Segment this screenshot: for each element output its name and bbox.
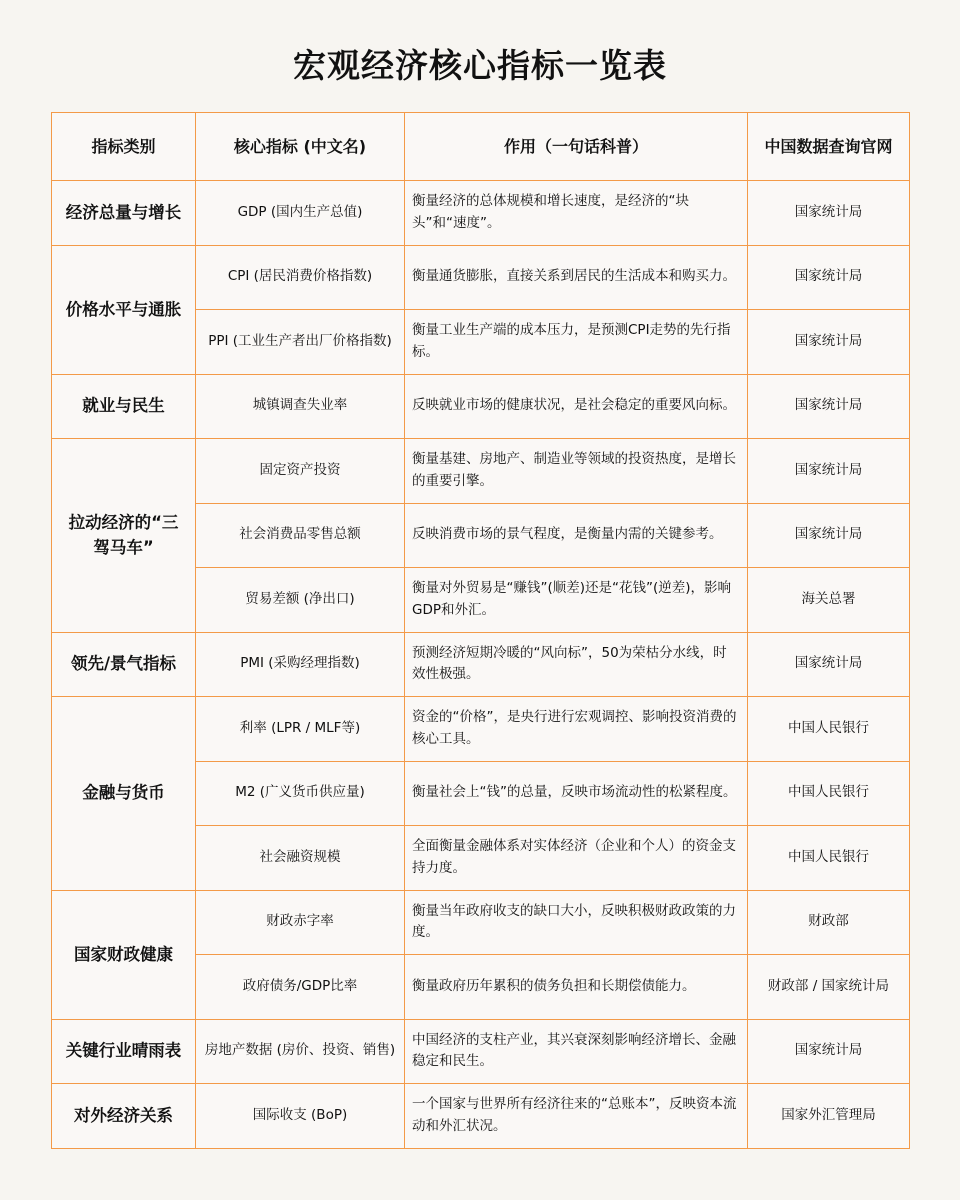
header-row xyxy=(52,113,910,181)
header-category: 指标类别 xyxy=(52,113,196,181)
role-cell: 反映消费市场的景气程度，是衡量内需的关键参考。 xyxy=(405,503,748,568)
source-cell: 国家统计局 xyxy=(748,1019,910,1084)
source-cell: 中国人民银行 xyxy=(748,761,910,826)
source-cell: 海关总署 xyxy=(748,568,910,633)
category-cell: 经济总量与增长 xyxy=(52,181,196,246)
indicator-cell: 贸易差额 (净出口) xyxy=(196,568,405,633)
category-cell: 就业与民生 xyxy=(52,374,196,439)
category-cell: 领先/景气指标 xyxy=(52,632,196,697)
indicator-cell: 城镇调查失业率 xyxy=(196,374,405,439)
role-cell: 衡量工业生产端的成本压力，是预测CPI走势的先行指标。 xyxy=(405,310,748,375)
category-cell: 关键行业晴雨表 xyxy=(52,1019,196,1084)
source-cell: 国家统计局 xyxy=(748,632,910,697)
source-cell: 中国人民银行 xyxy=(748,697,910,762)
indicator-cell: 社会消费品零售总额 xyxy=(196,503,405,568)
indicator-cell: M2 (广义货币供应量) xyxy=(196,761,405,826)
source-cell: 国家外汇管理局 xyxy=(748,1084,910,1149)
role-cell: 衡量对外贸易是“赚钱”(顺差)还是“花钱”(逆差)，影响GDP和外汇。 xyxy=(405,568,748,633)
role-cell: 衡量经济的总体规模和增长速度，是经济的“块头”和“速度”。 xyxy=(405,181,748,246)
category-cell: 对外经济关系 xyxy=(52,1084,196,1149)
table-row xyxy=(52,439,910,504)
source-cell: 国家统计局 xyxy=(748,374,910,439)
role-cell: 中国经济的支柱产业，其兴衰深刻影响经济增长、金融稳定和民生。 xyxy=(405,1019,748,1084)
source-cell: 财政部 xyxy=(748,890,910,955)
indicator-cell: GDP (国内生产总值) xyxy=(196,181,405,246)
header-source: 中国数据查询官网 xyxy=(748,113,910,181)
role-cell: 全面衡量金融体系对实体经济（企业和个人）的资金支持力度。 xyxy=(405,826,748,891)
header-indicator: 核心指标 (中文名) xyxy=(196,113,405,181)
page-title: 宏观经济核心指标一览表 xyxy=(293,46,667,85)
indicator-cell: 财政赤字率 xyxy=(196,890,405,955)
category-cell: 价格水平与通胀 xyxy=(52,245,196,374)
source-cell: 财政部 / 国家统计局 xyxy=(748,955,910,1020)
role-cell: 衡量基建、房地产、制造业等领域的投资热度，是增长的重要引擎。 xyxy=(405,439,748,504)
table-header xyxy=(52,113,910,181)
indicator-table xyxy=(51,112,910,1149)
source-cell: 国家统计局 xyxy=(748,503,910,568)
role-cell: 衡量社会上“钱”的总量，反映市场流动性的松紧程度。 xyxy=(405,761,748,826)
source-cell: 国家统计局 xyxy=(748,310,910,375)
indicator-cell: 房地产数据 (房价、投资、销售) xyxy=(196,1019,405,1084)
indicator-cell: CPI (居民消费价格指数) xyxy=(196,245,405,310)
table-row xyxy=(52,890,910,955)
source-cell: 中国人民银行 xyxy=(748,826,910,891)
indicator-cell: 利率 (LPR / MLF等) xyxy=(196,697,405,762)
table-body xyxy=(52,181,910,1149)
header-role: 作用（一句话科普） xyxy=(405,113,748,181)
source-cell: 国家统计局 xyxy=(748,439,910,504)
role-cell: 反映就业市场的健康状况，是社会稳定的重要风向标。 xyxy=(405,374,748,439)
table-row xyxy=(52,181,910,246)
role-cell: 衡量政府历年累积的债务负担和长期偿债能力。 xyxy=(405,955,748,1020)
role-cell: 资金的“价格”，是央行进行宏观调控、影响投资消费的核心工具。 xyxy=(405,697,748,762)
indicator-cell: 国际收支 (BoP) xyxy=(196,1084,405,1149)
table-row xyxy=(52,245,910,310)
table-row xyxy=(52,374,910,439)
indicator-cell: PMI (采购经理指数) xyxy=(196,632,405,697)
table-row xyxy=(52,632,910,697)
role-cell: 一个国家与世界所有经济往来的“总账本”，反映资本流动和外汇状况。 xyxy=(405,1084,748,1149)
indicator-cell: PPI (工业生产者出厂价格指数) xyxy=(196,310,405,375)
role-cell: 衡量当年政府收支的缺口大小，反映积极财政政策的力度。 xyxy=(405,890,748,955)
indicator-cell: 政府债务/GDP比率 xyxy=(196,955,405,1020)
category-cell: 国家财政健康 xyxy=(52,890,196,1019)
source-cell: 国家统计局 xyxy=(748,245,910,310)
category-cell: 金融与货币 xyxy=(52,697,196,891)
role-cell: 衡量通货膨胀，直接关系到居民的生活成本和购买力。 xyxy=(405,245,748,310)
category-cell: 拉动经济的“三驾马车” xyxy=(52,439,196,633)
indicator-cell: 固定资产投资 xyxy=(196,439,405,504)
indicator-cell: 社会融资规模 xyxy=(196,826,405,891)
table-row xyxy=(52,1019,910,1084)
table-row xyxy=(52,1084,910,1149)
table-row xyxy=(52,697,910,762)
role-cell: 预测经济短期冷暖的“风向标”，50为荣枯分水线，时效性极强。 xyxy=(405,632,748,697)
source-cell: 国家统计局 xyxy=(748,181,910,246)
